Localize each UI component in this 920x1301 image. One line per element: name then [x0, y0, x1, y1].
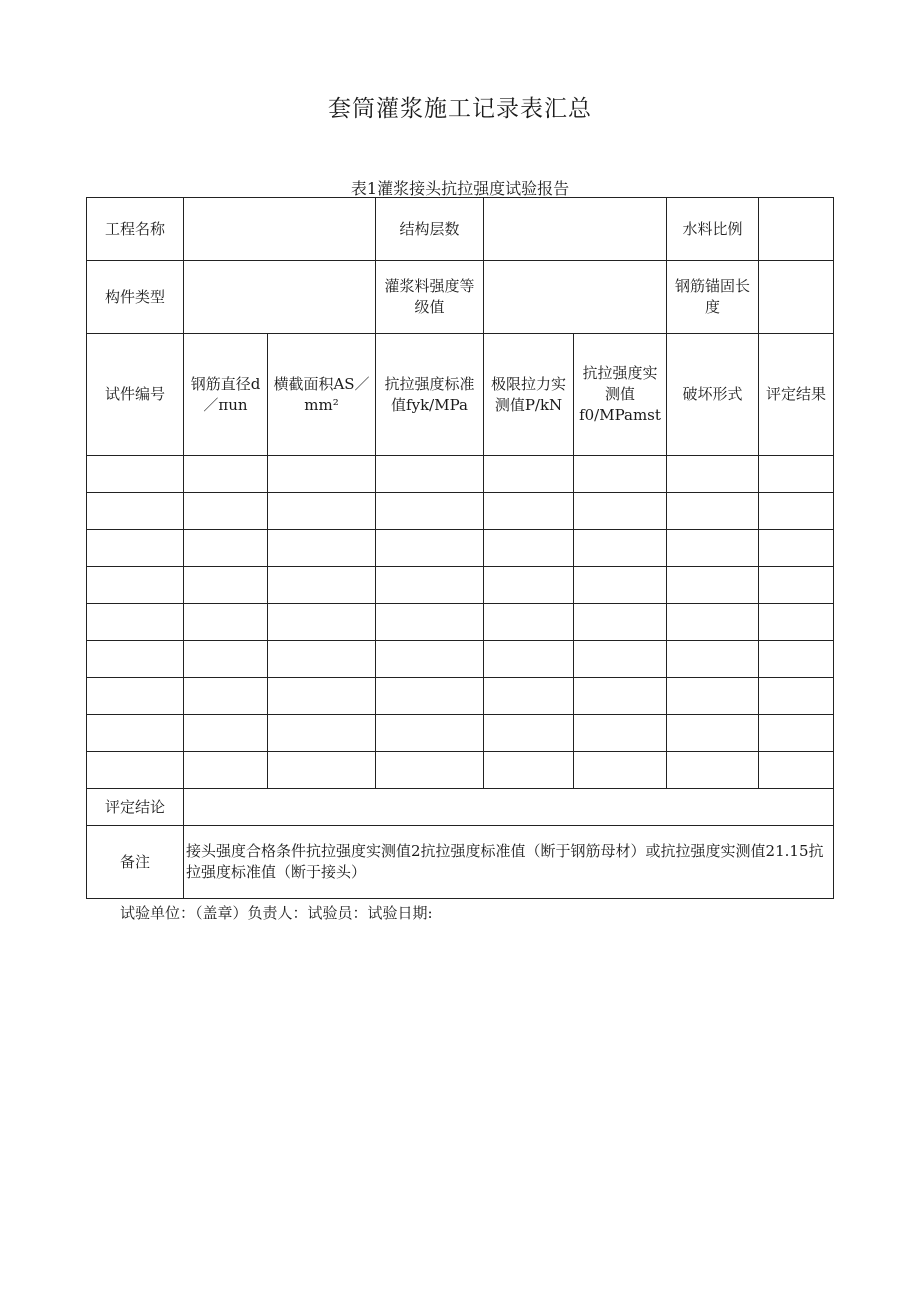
- anchorage-length-field[interactable]: [759, 261, 834, 334]
- anchorage-length-label: 钢筋锚固长度: [667, 261, 759, 334]
- table-cell[interactable]: [87, 456, 184, 493]
- table-cell[interactable]: [268, 567, 376, 604]
- table-cell[interactable]: [184, 493, 268, 530]
- table-row: [87, 567, 834, 604]
- signature-footer: 试验单位：（盖章）负责人：试验员：试验日期:: [120, 904, 433, 922]
- table-cell[interactable]: [574, 567, 667, 604]
- table-cell[interactable]: [667, 493, 759, 530]
- info-row: [87, 198, 834, 261]
- table-cell[interactable]: [376, 752, 484, 789]
- table-row: [87, 530, 834, 567]
- table-cell[interactable]: [87, 641, 184, 678]
- table-cell[interactable]: [268, 678, 376, 715]
- table-cell[interactable]: [484, 604, 574, 641]
- table-cell[interactable]: [184, 530, 268, 567]
- table-cell[interactable]: [574, 715, 667, 752]
- table-cell[interactable]: [574, 604, 667, 641]
- table-row: [87, 752, 834, 789]
- table-cell[interactable]: [667, 678, 759, 715]
- table-cell[interactable]: [268, 456, 376, 493]
- table-cell[interactable]: [376, 493, 484, 530]
- table-row: [87, 456, 834, 493]
- table-cell[interactable]: [574, 678, 667, 715]
- table-cell[interactable]: [87, 567, 184, 604]
- conclusion-row: [87, 789, 834, 826]
- table-cell[interactable]: [667, 530, 759, 567]
- table-cell[interactable]: [759, 715, 834, 752]
- table-cell[interactable]: [87, 678, 184, 715]
- table-cell[interactable]: [376, 567, 484, 604]
- table-cell[interactable]: [484, 752, 574, 789]
- table-cell[interactable]: [759, 493, 834, 530]
- table-cell[interactable]: [184, 752, 268, 789]
- table-cell[interactable]: [184, 715, 268, 752]
- table-cell[interactable]: [87, 530, 184, 567]
- conclusion-field[interactable]: [184, 789, 834, 826]
- info-row: [87, 261, 834, 334]
- table-caption: 表1灌浆接头抗拉强度试验报告: [350, 179, 570, 198]
- table-cell[interactable]: [667, 604, 759, 641]
- table-row: [87, 715, 834, 752]
- water-ratio-label: 水料比例: [667, 198, 759, 261]
- table-cell[interactable]: [376, 604, 484, 641]
- grout-strength-label: 灌浆料强度等级值: [376, 261, 484, 334]
- table-cell[interactable]: [376, 530, 484, 567]
- table-row: [87, 678, 834, 715]
- structure-floors-label: 结构层数: [376, 198, 484, 261]
- column-header: 评定结果: [759, 334, 834, 456]
- table-cell[interactable]: [759, 641, 834, 678]
- column-header-row: [87, 334, 834, 456]
- table-cell[interactable]: [759, 604, 834, 641]
- project-name-label: 工程名称: [87, 198, 184, 261]
- table-cell[interactable]: [184, 641, 268, 678]
- table-cell[interactable]: [184, 604, 268, 641]
- remarks-text: 接头强度合格条件抗拉强度实测值2抗拉强度标准值（断于钢筋母材）或抗拉强度实测值21.15抗拉强度标准值（断于接头）: [184, 826, 834, 899]
- table-row: [87, 604, 834, 641]
- table-row: [87, 493, 834, 530]
- table-cell[interactable]: [268, 604, 376, 641]
- table-cell[interactable]: [87, 752, 184, 789]
- column-header: 极限拉力实测值P/kN: [484, 334, 574, 456]
- remarks-label: 备注: [87, 826, 184, 899]
- project-name-field[interactable]: [184, 198, 376, 261]
- column-header: 横截面积AS／mm²: [268, 334, 376, 456]
- water-ratio-field[interactable]: [759, 198, 834, 261]
- test-report-table: [86, 197, 834, 899]
- table-cell[interactable]: [484, 493, 574, 530]
- table-cell[interactable]: [667, 715, 759, 752]
- table-cell[interactable]: [574, 641, 667, 678]
- table-cell[interactable]: [667, 752, 759, 789]
- table-cell[interactable]: [759, 678, 834, 715]
- column-header: 破坏形式: [667, 334, 759, 456]
- table-cell[interactable]: [759, 456, 834, 493]
- table-row: [87, 641, 834, 678]
- table-cell[interactable]: [484, 715, 574, 752]
- table-cell[interactable]: [667, 456, 759, 493]
- column-header: 抗拉强度实测值f0/MPamst: [574, 334, 667, 456]
- member-type-field[interactable]: [184, 261, 376, 334]
- table-cell[interactable]: [484, 567, 574, 604]
- table-cell[interactable]: [268, 752, 376, 789]
- table-cell[interactable]: [574, 530, 667, 567]
- table-cell[interactable]: [667, 641, 759, 678]
- table-cell[interactable]: [184, 678, 268, 715]
- table-cell[interactable]: [376, 456, 484, 493]
- table-cell[interactable]: [574, 493, 667, 530]
- column-header: 试件编号: [87, 334, 184, 456]
- table-cell[interactable]: [484, 678, 574, 715]
- table-cell[interactable]: [759, 752, 834, 789]
- structure-floors-field[interactable]: [484, 198, 667, 261]
- page-title: 套筒灌浆施工记录表汇总: [328, 96, 592, 122]
- table-cell[interactable]: [87, 493, 184, 530]
- table-cell[interactable]: [759, 567, 834, 604]
- remarks-row: [87, 826, 834, 899]
- table-cell[interactable]: [184, 567, 268, 604]
- grout-strength-field[interactable]: [484, 261, 667, 334]
- table-cell[interactable]: [87, 715, 184, 752]
- table-cell[interactable]: [268, 641, 376, 678]
- table-cell[interactable]: [667, 567, 759, 604]
- table-cell[interactable]: [87, 604, 184, 641]
- column-header: 抗拉强度标准值fyk/MPa: [376, 334, 484, 456]
- table-cell[interactable]: [376, 641, 484, 678]
- table-cell[interactable]: [484, 530, 574, 567]
- table-cell[interactable]: [484, 641, 574, 678]
- table-cell[interactable]: [376, 678, 484, 715]
- table-cell[interactable]: [574, 752, 667, 789]
- table-cell[interactable]: [574, 456, 667, 493]
- table-cell[interactable]: [268, 530, 376, 567]
- table-cell[interactable]: [268, 493, 376, 530]
- column-header: 钢筋直径d／πun: [184, 334, 268, 456]
- table-cell[interactable]: [184, 456, 268, 493]
- table-cell[interactable]: [484, 456, 574, 493]
- table-cell[interactable]: [759, 530, 834, 567]
- table-cell[interactable]: [268, 715, 376, 752]
- conclusion-label: 评定结论: [87, 789, 184, 826]
- table-cell[interactable]: [376, 715, 484, 752]
- member-type-label: 构件类型: [87, 261, 184, 334]
